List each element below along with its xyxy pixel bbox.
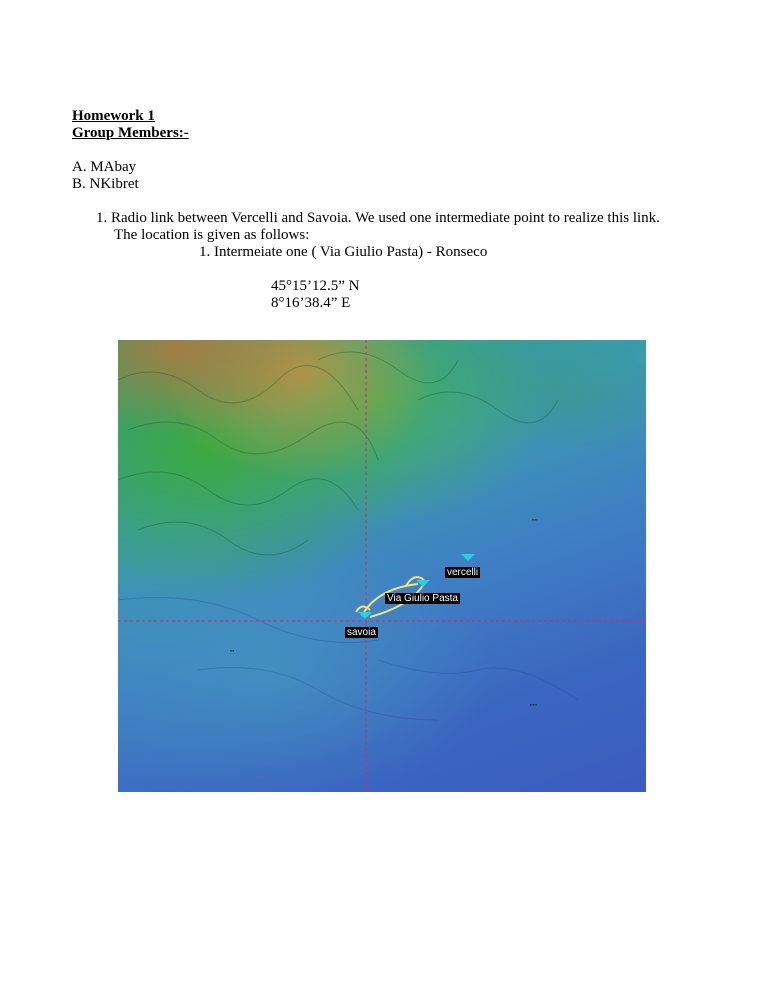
subitem-intermediate: 1. Intermeiate one ( Via Giulio Pasta) - Ronseco [199, 244, 488, 260]
map-overlay [118, 340, 646, 792]
town-speck-3: ▪▪▪▪▪ [530, 702, 538, 707]
member-a: A. MAbay [72, 159, 137, 175]
savoia-marker-icon [358, 612, 372, 619]
terrain-valleys [118, 598, 578, 721]
savoia-label: savoia [347, 627, 376, 638]
town-speck-1: ▪▪▪▪ [532, 517, 538, 522]
member-b: B. NKibret [72, 176, 139, 192]
item1-line2: The location is given as follows: [114, 227, 310, 243]
terrain-ridges [118, 352, 558, 555]
via-giulio-pasta-label: Via Giulio Pasta [387, 593, 458, 604]
town-speck-2: ▪▪▪ [230, 648, 235, 653]
radio-link-loop-savoia [356, 606, 370, 612]
terrain-map [118, 340, 646, 792]
vercelli-marker-icon [461, 554, 475, 561]
coordinate-longitude: 8°16’38.4” E [271, 295, 351, 311]
via-giulio-pasta-marker-icon [416, 580, 430, 587]
item1-line1: 1. Radio link between Vercelli and Savoia. We used one intermediate point to realize this link. [96, 210, 660, 226]
doc-title: Homework 1 [72, 108, 155, 124]
group-members-header: Group Members:- [72, 125, 189, 141]
coordinate-latitude: 45°15’12.5” N [271, 278, 360, 294]
vercelli-label: vercelli [447, 567, 479, 578]
